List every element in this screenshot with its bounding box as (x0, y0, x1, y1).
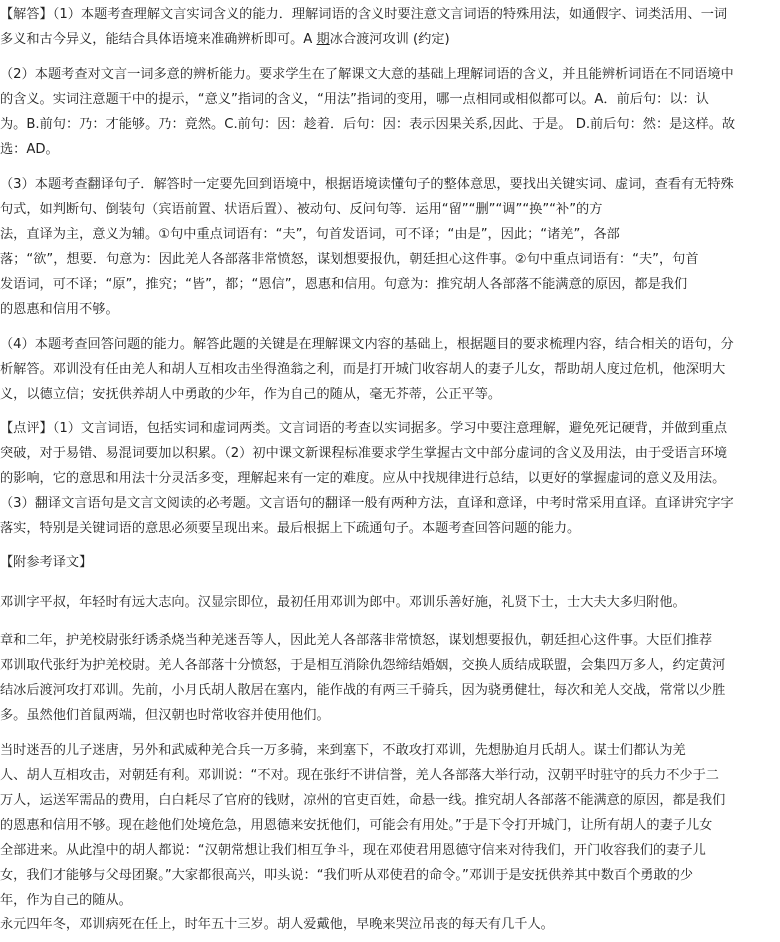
translation-paragraph-1: 邓训字平叔，年轻时有远大志向。汉显宗即位，最初任用邓训为郎中。邓训乐善好施，礼贤下士，士大夫大多归附他。 (0, 595, 686, 610)
answer-section-part-1 (0, 2, 780, 52)
underlined-word: 期 (316, 32, 330, 47)
translation-paragraph-3: 当时迷吾的儿子迷唐，另外和武威种羌合兵一万多骑，来到塞下，不敢攻打邓训，先想胁迫月氏胡人。谋士们都认为羌 人、胡人互相攻击，对朝廷有利。邓训说：“不对。现在张纡不讲信誉，羌人各部落大举行动，汉朝平时驻守的兵力不少于二 万人，运送军需品的费用，白白耗尽了官府的钱财，凉州的官吏百姓，命悬一线。推究胡人各部落不能满意的原因，都是我们 的恩惠和信用不够。现在趁他们处境危急，用恩德来安抚他们，可能会有用处。”于是下令打开城门，让所有胡人的妻子儿女 全部进来。从此湟中的胡人都说：“汉朝常想让我们相互争斗，现在邓使君用恩德守信来对待我们，开门收容我们的妻子儿 女，我们才能够与父母团聚。”大家都很高兴，叩头说：“我们听从邓使君的命令。”邓训于是安抚供养其中数百个勇敢的少 年，作为自己的随从。 (0, 743, 726, 908)
answer-part-1-tail: 冰合渡河攻训 (约定) (329, 32, 450, 47)
comment-section: 【点评】（1）文言词语，包括实词和虚词两类。文言词语的考查以实词据多。学习中要注意理解，避免死记硬背，并做到重点 突破，对于易错、易混词要加以积累。（2）初中课文新课程标准要求学生掌握古文中部分虚词的含义及用法，由于受语言环境 的影响，它的意思和用法十分灵活多变，理解起来有一定的难度。应从中找规律进行总结，以更好的掌握虚词的意义及用法。 （3）翻译文言语句是文言文阅读的必考题。文言语句的翻译一般有两种方法，直译和意译，中考时常采用直译。直译讲究字字 落实，特别是关键词语的意思必须要呈现出来。最后根据上下疏通句子。本题考查回答问题的能力。 (0, 421, 734, 536)
answer-section-part-3: （3）本题考查翻译句子．解答时一定要先回到语境中，根据语境读懂句子的整体意思，要找出关键实词、虚词，查看有无特殊 句式，如判断句、倒装句（宾语前置、状语后置）、被动句、反问句等．运用“留”“删”“调”“换”“补”的方 法，直译为主，意义为辅。①句中重点词语有：“夫”，句首发语词，可不译；“由是”，因此；“诸羌”，各部 落；“欲”，想要．句意为：因此羌人各部落非常愤怒，谋划想要报仇，朝廷担心这件事。②句中重点词语有：“夫”，句首 发语词，可不译；“原”，推究；“皆”，都；“恩信”，恩惠和信用。句意为：推究胡人各部落不能满意的原因，都是我们 的恩惠和信用不够。 (0, 177, 734, 317)
translation-paragraph-2: 章和二年，护羌校尉张纡诱杀烧当种羌迷吾等人，因此羌人各部落非常愤怒，谋划想要报仇，朝廷担心这件事。大臣们推荐 邓训取代张纡为护羌校尉。羌人各部落十分愤怒，于是相互消除仇怨缔结婚姻，交换人质结成联盟，会集四万多人，约定黄河 结冰后渡河攻打邓训。先前，小月氏胡人散居在塞内，能作战的有两三千骑兵，因为骁勇健壮，每次和羌人交战，常常以少胜 多。虽然他们首鼠两端，但汉朝也时常收容并使用他们。 (0, 633, 726, 723)
translation-heading: 【附参考译文】 (0, 555, 93, 570)
answer-section-part-4: （4）本题考查回答问题的能力。解答此题的关键是在理解课文内容的基础上，根据题目的要求梳理内容，结合相关的语句，分 析解答。邓训没有任由羌人和胡人互相攻击坐得渔翁之利，而是打开城门收容胡人的妻子儿女，帮助胡人度过危机，他深明大 义，以德立信；安抚供养胡人中勇敢的少年，作为自己的随从，毫无芥蒂，公正平等。 (0, 337, 734, 402)
answer-section-part-2: （2）本题考查对文言一词多意的辨析能力。要求学生在了解课文大意的基础上理解词语的含义，并且能辨析词语在不同语境中 的含义。实词注意题干中的提示，“意义”指词的含义，“用法”指词的变用，哪一点相同或相似都可以。A．前后句：以：认 为。B.前句：乃：才能够。乃：竟然。C.前句：因：趁着．后句：因：表示因果关系,因此、于是。 D.前后句：然：是这样。故 选：AD。 (0, 67, 736, 157)
answer-part-1-text: 【解答】（1）本题考查理解文言实词含义的能力．理解词语的含义时要注意文言词语的特殊用法，如通假字、词类活用、一词 多义和古今异义，能结合具体语境来准确辨析即可。A (0, 7, 728, 47)
translation-paragraph-4: 永元四年冬，邓训病死在任上，时年五十三岁。胡人爱戴他，早晚来哭泣吊丧的每天有几千人。 (0, 917, 554, 932)
